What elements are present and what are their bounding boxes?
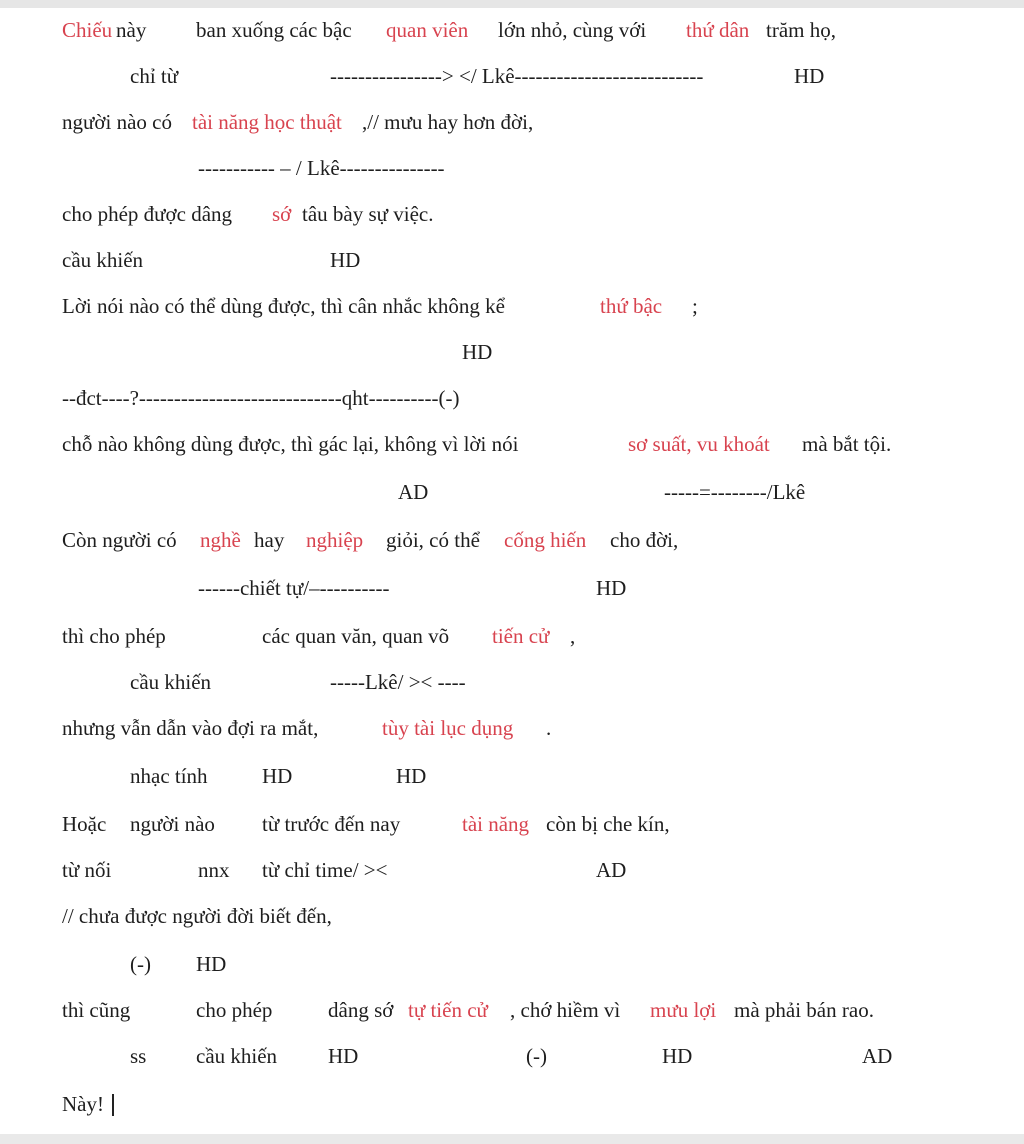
text-run: tâu bày sự việc.: [302, 202, 434, 226]
annotation-text: từ nối: [62, 858, 112, 882]
annotation-text: ----------------> </ Lkê---------------------------: [330, 64, 704, 88]
annotation-label: AD: [398, 480, 429, 504]
highlighted-text: cống hiến: [504, 528, 587, 552]
text-run: thì cũng: [62, 998, 131, 1022]
document-line: [0, 1086, 1024, 1122]
text-run: giỏi, có thể: [386, 528, 480, 552]
highlighted-text: tự tiến cử: [408, 998, 488, 1022]
document-line: [0, 522, 1024, 558]
highlighted-text: sớ: [272, 202, 292, 226]
text-run: ,: [570, 624, 576, 648]
highlighted-text: tiến cử: [492, 624, 550, 648]
document-line: [0, 618, 1024, 654]
annotation-label: HD: [596, 576, 627, 600]
document-line: [0, 1038, 1024, 1074]
text-run: thì cho phép: [62, 624, 166, 648]
document-line: [0, 758, 1024, 794]
annotation-label: HD: [262, 764, 293, 788]
highlighted-text: nghề: [200, 528, 241, 552]
document-line: [0, 242, 1024, 278]
document-line: [0, 196, 1024, 232]
document-line: [0, 852, 1024, 888]
annotation-text: cầu khiến: [196, 1044, 278, 1068]
annotation-label: HD: [328, 1044, 359, 1068]
highlighted-text: tài năng học thuật: [192, 110, 342, 134]
text-run: còn bị che kín,: [546, 812, 670, 836]
text-run: Hoặc: [62, 812, 107, 836]
document-line: [0, 334, 1024, 370]
text-run: từ trước đến nay: [262, 812, 401, 836]
text-run: cho phép được dâng: [62, 202, 233, 226]
text-run: chỗ nào không dùng được, thì gác lại, không vì lời nói: [62, 432, 519, 456]
document-line: [0, 570, 1024, 606]
document-line: [0, 150, 1024, 186]
annotation-label: AD: [862, 1044, 893, 1068]
document-line: [0, 474, 1024, 510]
document-line: [0, 426, 1024, 462]
bottom-status-strip: [0, 1134, 1024, 1144]
document-line: [0, 380, 1024, 416]
text-run: hay: [254, 528, 285, 552]
annotation-label: HD: [196, 952, 227, 976]
text-run: Lời nói nào có thể dùng được, thì cân nhắc không kể: [62, 294, 505, 318]
annotation-label: HD: [396, 764, 427, 788]
annotation-text: -----Lkê/ >< ----: [330, 670, 466, 694]
annotation-label: HD: [662, 1044, 693, 1068]
annotation-text: --đct----?-----------------------------qht----------(-): [62, 386, 460, 410]
text-run: ;: [692, 294, 698, 318]
highlighted-text: mưu lợi: [650, 998, 717, 1022]
top-toolbar-strip: [0, 0, 1024, 8]
annotation-text: cầu khiến: [130, 670, 212, 694]
highlighted-text: nghiệp: [306, 528, 364, 552]
annotation-text: ------chiết tự/–----------: [198, 576, 390, 600]
annotation-text: từ chỉ time/ ><: [262, 858, 388, 882]
text-run: này: [116, 18, 147, 42]
text-run: nhưng vẫn dẫn vào đợi ra mắt,: [62, 716, 319, 740]
text-run: Này!: [62, 1092, 104, 1116]
document-line: [0, 12, 1024, 48]
text-run: ban xuống các bậc: [196, 18, 352, 42]
text-run: trăm họ,: [766, 18, 836, 42]
document-line: [0, 58, 1024, 94]
text-run: các quan văn, quan võ: [262, 624, 450, 648]
text-run: cho đời,: [610, 528, 679, 552]
annotation-label: HD: [462, 340, 493, 364]
document-line: [0, 946, 1024, 982]
text-run: , chớ hiềm vì: [510, 998, 621, 1022]
text-run: người nào: [130, 812, 215, 836]
annotation-text: ----------- – / Lkê---------------: [198, 156, 445, 180]
document-line: [0, 806, 1024, 842]
document-line: [0, 898, 1024, 934]
text-run: ,// mưu hay hơn đời,: [362, 110, 534, 134]
text-run: cho phép: [196, 998, 273, 1022]
document-line: [0, 104, 1024, 140]
annotation-label: HD: [330, 248, 361, 272]
text-run: chỉ từ: [130, 64, 179, 88]
text-run: // chưa được người đời biết đến,: [62, 904, 332, 928]
highlighted-text: thứ dân: [686, 18, 750, 42]
highlighted-text: quan viên: [386, 18, 469, 42]
text-run: lớn nhỏ, cùng với: [498, 18, 647, 42]
text-run: dâng sớ: [328, 998, 394, 1022]
document-line: [0, 710, 1024, 746]
text-run: .: [546, 716, 552, 740]
highlighted-text: tài năng: [462, 812, 530, 836]
annotation-text: cầu khiến: [62, 248, 144, 272]
annotation-text: -----=--------/Lkê: [664, 480, 806, 504]
annotation-label: AD: [596, 858, 627, 882]
highlighted-text: tùy tài lục dụng: [382, 716, 514, 740]
text-cursor: [112, 1094, 114, 1116]
text-run: Còn người có: [62, 528, 177, 552]
annotation-text: (-): [130, 952, 151, 976]
document-line: [0, 664, 1024, 700]
text-run: Chiếu: [62, 18, 113, 42]
annotation-text: ss: [130, 1044, 147, 1068]
annotation-label: HD: [794, 64, 825, 88]
text-run: mà bắt tội.: [802, 432, 892, 456]
document-line: [0, 288, 1024, 324]
document-line: [0, 992, 1024, 1028]
highlighted-text: sơ suất, vu khoát: [628, 432, 770, 456]
text-run: người nào có: [62, 110, 172, 134]
document-page[interactable]: [0, 8, 1024, 1134]
annotation-text: nhạc tính: [130, 764, 208, 788]
annotation-text: nnx: [198, 858, 230, 882]
annotation-text: (-): [526, 1044, 547, 1068]
text-run: mà phải bán rao.: [734, 998, 874, 1022]
highlighted-text: thứ bậc: [600, 294, 663, 318]
